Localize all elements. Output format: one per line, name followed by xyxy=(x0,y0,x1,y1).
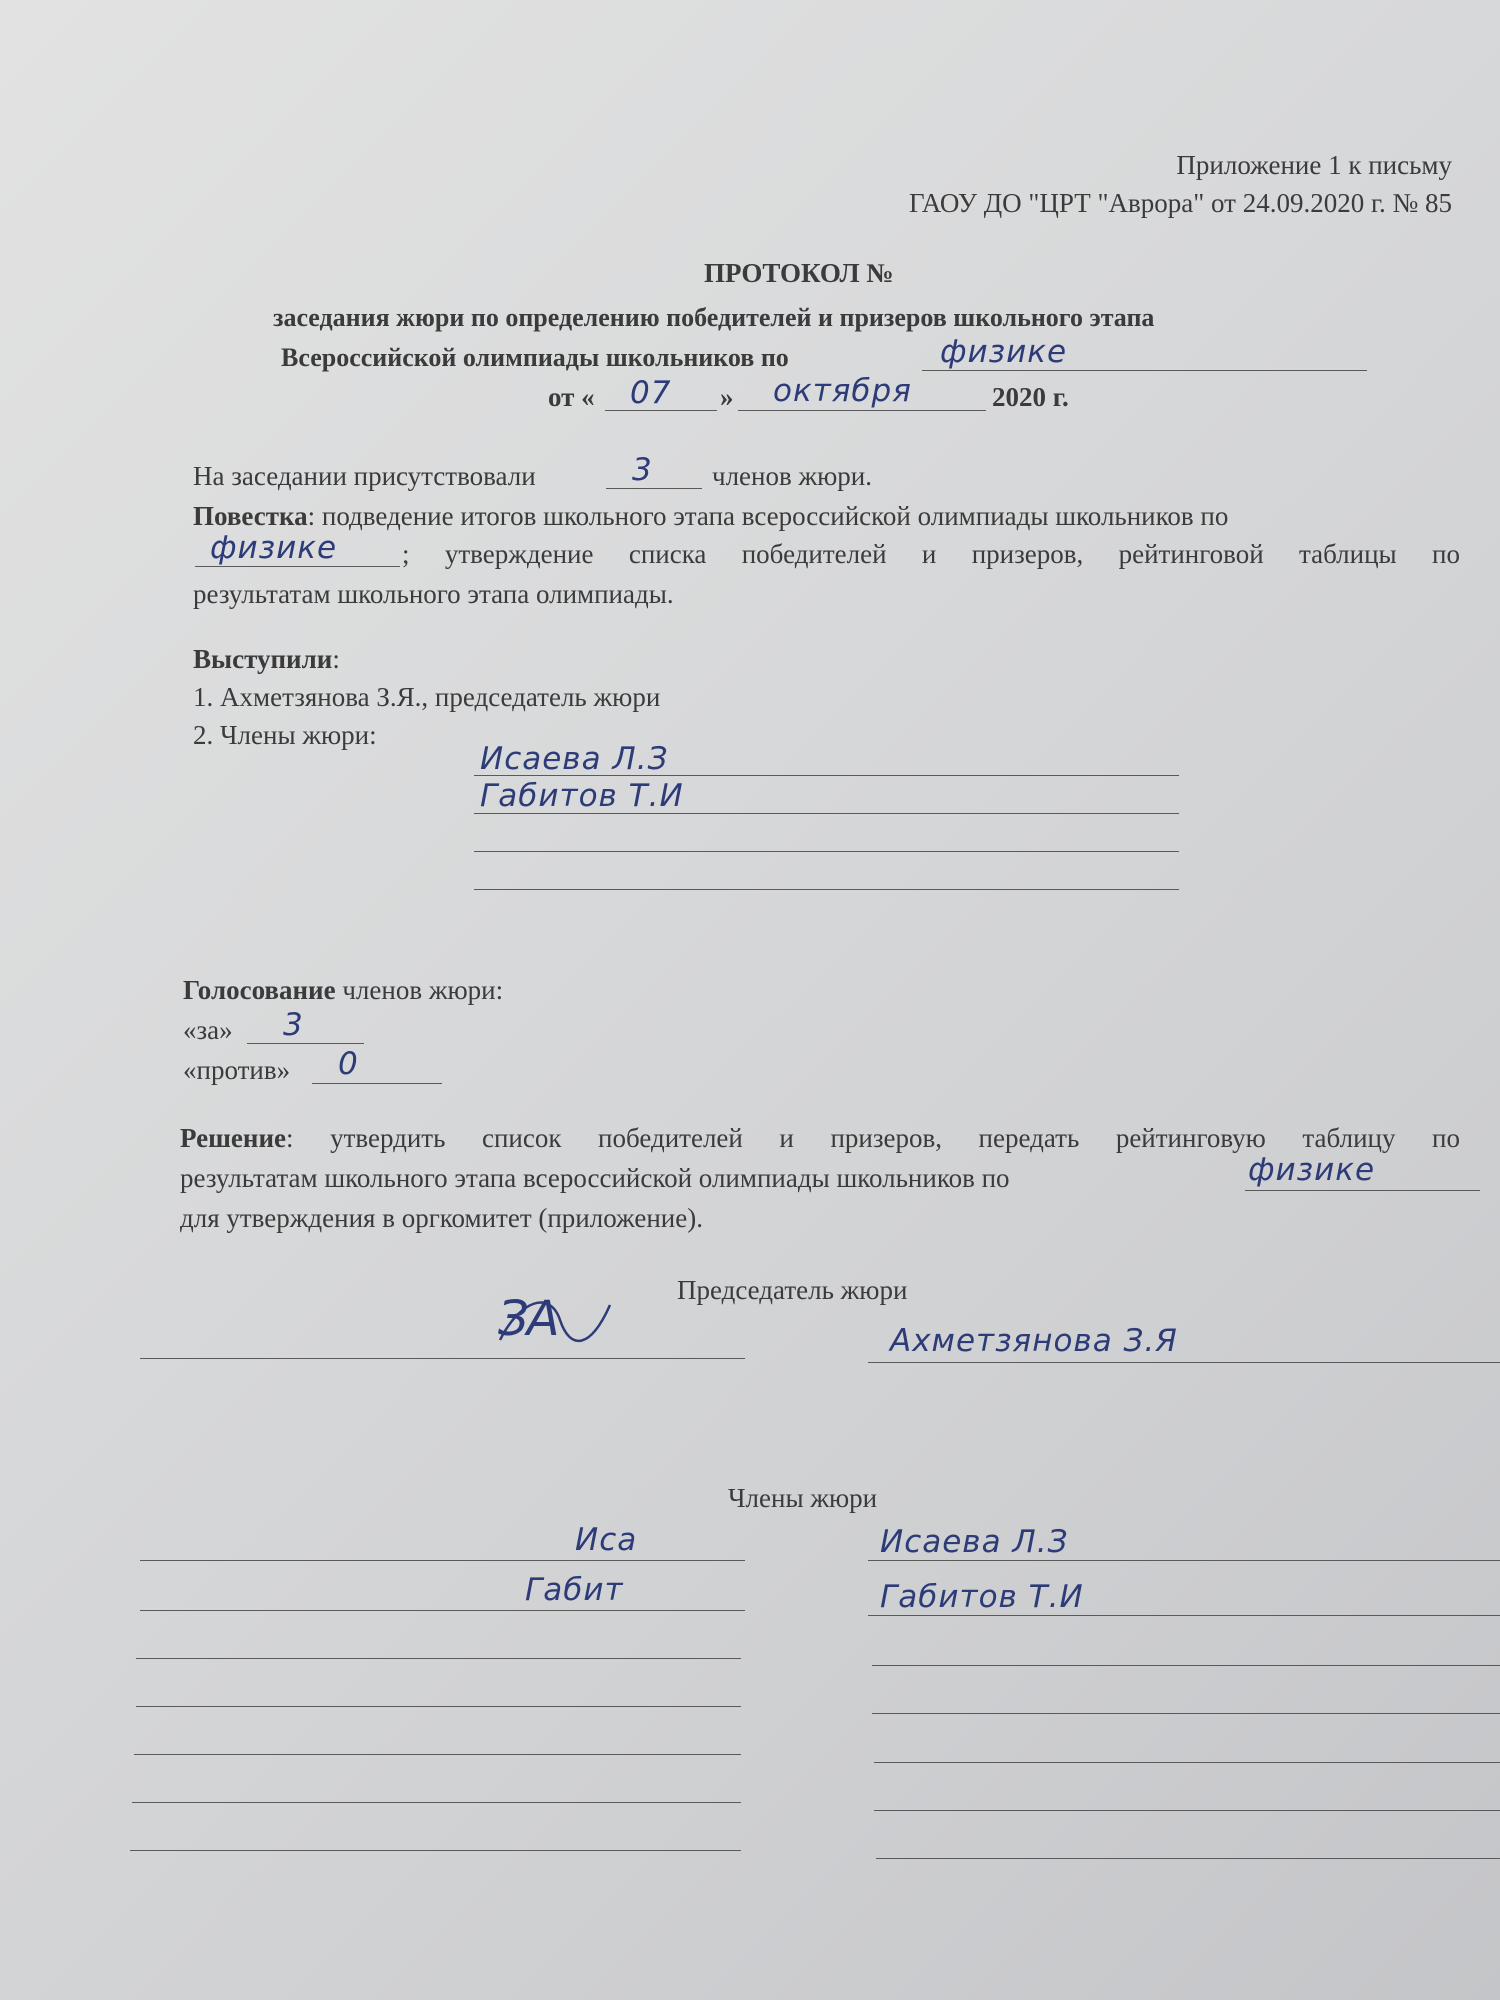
decision-text-3: для утверждения в оргкомитет (приложение). xyxy=(180,1203,703,1233)
member-line-4 xyxy=(474,889,1179,890)
vote-against-label: «против» xyxy=(183,1055,291,1085)
date-year: 2020 г. xyxy=(992,382,1069,412)
agenda-text-1: : подведение итогов школьного этапа всероссийской олимпиады школьников по xyxy=(307,501,1229,531)
member-sign-line-7 xyxy=(130,1850,741,1851)
member-name-handwritten-2: Габитов Т.И xyxy=(880,1579,1084,1615)
vote-for-label: «за» xyxy=(183,1015,233,1045)
member-sign-line-6 xyxy=(132,1802,741,1803)
voting-label: Голосование xyxy=(183,975,336,1005)
speaker-2: 2. Члены жюри: xyxy=(193,720,377,750)
member-name-line-4 xyxy=(872,1713,1500,1714)
member-signature-1: Иса xyxy=(575,1522,638,1558)
letter-reference: ГАОУ ДО "ЦРТ "Аврора" от 24.09.2020 г. № 85 xyxy=(909,188,1452,218)
subject-underline xyxy=(922,370,1367,371)
vote-for-handwritten: 3 xyxy=(283,1007,304,1043)
attachment-note: Приложение 1 к письму xyxy=(1176,150,1452,180)
member-name-line-6 xyxy=(874,1810,1500,1811)
chairman-label: Председатель жюри xyxy=(677,1275,908,1305)
chairman-name-handwritten: Ахметзянова З.Я xyxy=(890,1323,1178,1359)
chairman-signature: ЗА xyxy=(498,1291,558,1347)
voting-heading xyxy=(183,977,503,1004)
vote-against-underline xyxy=(312,1083,442,1084)
attendance-suffix: членов жюри. xyxy=(712,461,873,491)
protocol-title: ПРОТОКОЛ № xyxy=(704,258,894,288)
member-name-2: Габитов Т.И xyxy=(480,778,684,814)
decision-subject-underline xyxy=(1245,1190,1480,1191)
vote-for-underline xyxy=(247,1043,364,1044)
month-underline xyxy=(738,410,986,411)
agenda-text-2: ; утверждение списка победителей и призеров, рейтинговой таблицы по xyxy=(402,539,1460,569)
agenda-label: Повестка xyxy=(193,501,308,531)
member-name-handwritten-1: Исаева Л.З xyxy=(880,1524,1069,1560)
vote-against-handwritten: 0 xyxy=(338,1046,359,1082)
decision-line-1 xyxy=(180,1125,1460,1152)
voting-suffix: членов жюри: xyxy=(335,975,504,1005)
agenda-subject-handwritten: физике xyxy=(210,530,338,566)
member-name-line-1 xyxy=(868,1560,1500,1561)
date-prefix: от « xyxy=(548,382,595,412)
decision-label: Решение xyxy=(180,1123,286,1153)
chairman-name-line xyxy=(868,1362,1500,1363)
member-sign-line-3 xyxy=(136,1658,741,1659)
member-name-1: Исаева Л.З xyxy=(480,741,669,777)
attendance-underline xyxy=(606,488,702,489)
member-sign-line-4 xyxy=(136,1706,741,1707)
member-sign-line-1 xyxy=(140,1560,745,1561)
speakers-label: Выступили xyxy=(193,644,333,674)
subject-handwritten: физике xyxy=(940,334,1068,370)
olympiad-line: Всероссийской олимпиады школьников по xyxy=(281,343,789,372)
chairman-signature-line xyxy=(140,1358,745,1359)
protocol-subtitle: заседания жюри по определению победителей и призеров школьного этапа xyxy=(273,303,1155,332)
date-month-handwritten: октября xyxy=(773,373,912,409)
member-name-line-5 xyxy=(874,1762,1500,1763)
decision-text-2: результатам школьного этапа всероссийской олимпиады школьников по xyxy=(180,1163,1010,1193)
member-line-3 xyxy=(474,851,1179,852)
agenda-subject-underline xyxy=(195,566,400,567)
attendance-count-handwritten: 3 xyxy=(632,452,653,488)
member-name-line-3 xyxy=(872,1665,1500,1666)
attendance-prefix: На заседании присутствовали xyxy=(193,461,536,491)
speaker-1: 1. Ахметзянова З.Я., председатель жюри xyxy=(193,682,661,712)
member-name-line-2 xyxy=(868,1615,1500,1616)
agenda-text-3: результатам школьного этапа олимпиады. xyxy=(193,579,674,609)
date-mid: » xyxy=(720,382,734,412)
member-signature-2: Габит xyxy=(525,1572,624,1608)
member-sign-line-5 xyxy=(134,1754,741,1755)
decision-subject-handwritten: физике xyxy=(1248,1152,1376,1188)
member-name-line-7 xyxy=(876,1858,1500,1859)
decision-text-1: : утвердить список победителей и призеров, передать рейтинговую таблицу по xyxy=(286,1123,1460,1153)
date-day-handwritten: 07 xyxy=(630,375,672,411)
speakers-heading xyxy=(193,646,340,673)
members-section-label: Члены жюри xyxy=(728,1483,878,1513)
chairman-signature-flourish xyxy=(490,1280,620,1365)
agenda-line-1 xyxy=(193,503,1228,530)
speakers-colon: : xyxy=(332,644,340,674)
member-sign-line-2 xyxy=(140,1610,745,1611)
